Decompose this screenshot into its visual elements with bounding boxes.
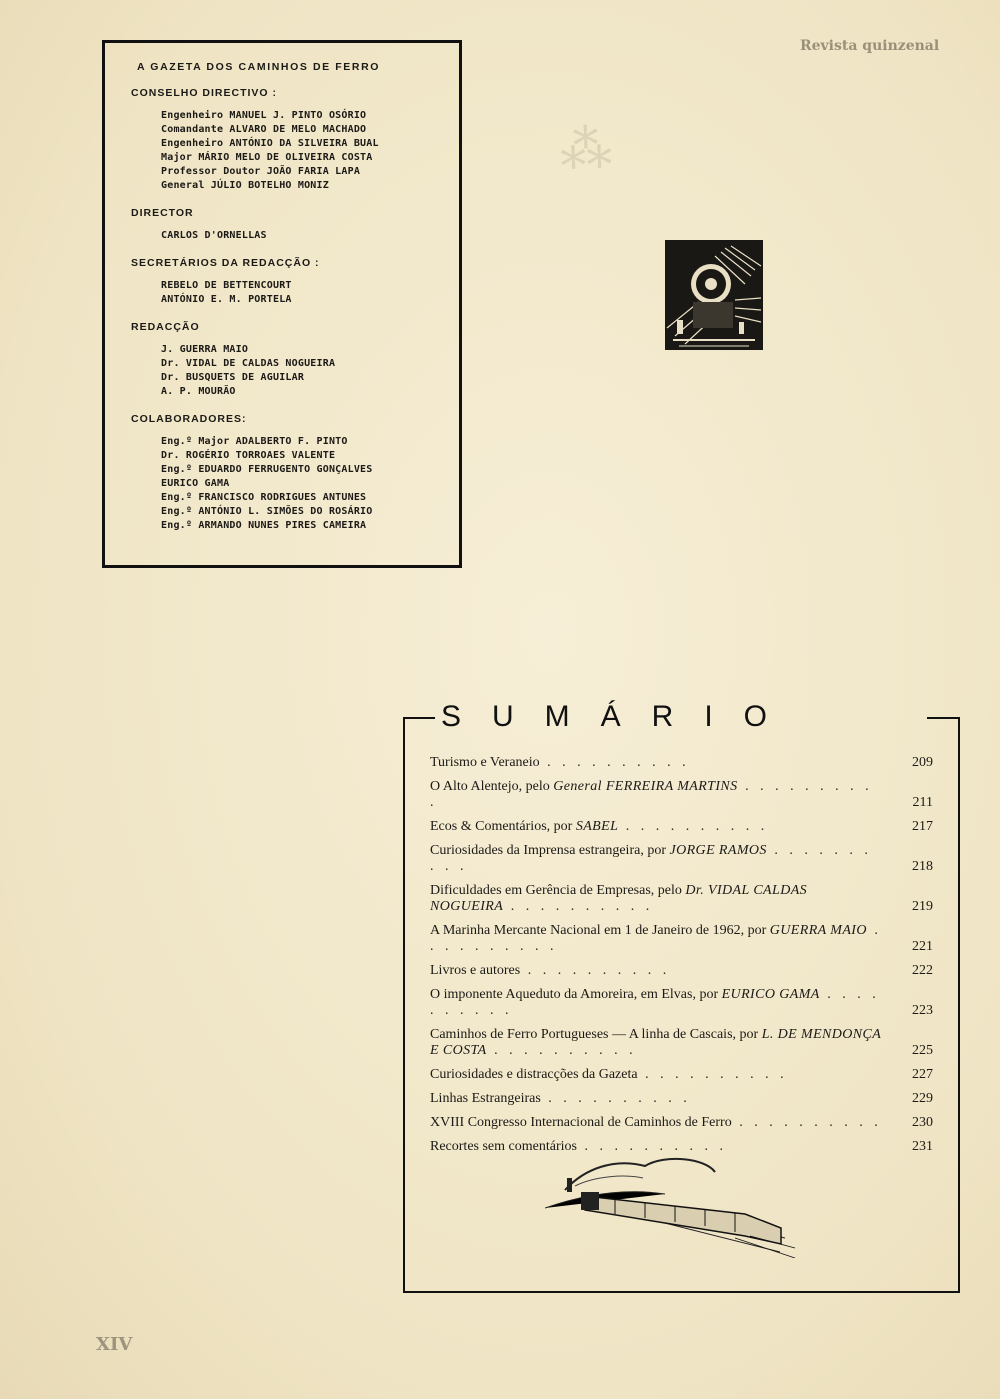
board-member-name: Engenheiro ANTÓNIO DA SILVEIRA BUAL [161, 138, 379, 149]
toc-page-number: 209 [912, 755, 933, 770]
toc-entry [430, 987, 933, 1019]
toc-leader-dots: . . . . . . . . . . [430, 779, 873, 810]
board-member-name: Eng.º ANTÓNIO L. SIMÕES DO ROSÁRIO [161, 506, 373, 517]
toc-page-number: 221 [912, 939, 933, 954]
toc-page-number: 231 [912, 1139, 933, 1154]
board-member-name: Professor Doutor JOÃO FARIA LAPA [161, 166, 361, 177]
toc-leader-dots: . . . . . . . . . . [731, 1115, 882, 1130]
toc-page-number: 223 [912, 1003, 933, 1018]
toc-entry-author: SABEL [575, 819, 619, 834]
masthead-right: Revista quinzenal [800, 38, 940, 54]
board-section-label: CONSELHO DIRECTIVO : [131, 87, 278, 99]
toc-leader-dots: . . . . . . . . . . [539, 755, 690, 770]
toc-entry-title [430, 1091, 933, 1107]
board-section-label: COLABORADORES: [131, 413, 247, 425]
board-member-name: Engenheiro MANUEL J. PINTO OSÓRIO [161, 110, 367, 121]
toc-leader-dots: . . . . . . . . . . [576, 1139, 727, 1154]
toc-entry-text: O imponente Aqueduto da Amoreira, em Elvas, por [430, 987, 722, 1002]
toc-entry [430, 1115, 933, 1131]
board-member-name: General JÚLIO BOTELHO MONIZ [161, 180, 329, 191]
toc-entry-text: Livros e autores [430, 963, 521, 978]
toc-entry [430, 1091, 933, 1107]
toc-leader-dots: . . . . . . . . . . [486, 1043, 637, 1058]
train-illustration-icon [545, 1148, 800, 1258]
toc-entry-text: Turismo e Veraneio [430, 755, 540, 770]
toc-entry-text: Linhas Estrangeiras [430, 1091, 541, 1106]
toc-page-number: 219 [912, 899, 933, 914]
toc-page-number: 227 [912, 1067, 933, 1082]
toc-entry-text: Caminhos de Ferro Portugueses — A linha de Cascais, por [430, 1027, 762, 1042]
toc-page-number: 222 [912, 963, 933, 978]
locomotive-engraving-icon [665, 240, 763, 350]
board-section-names [161, 279, 449, 307]
publication-title: A GAZETA DOS CAMINHOS DE FERRO [137, 61, 381, 73]
board-member-name: J. GUERRA MAIO [161, 344, 249, 355]
toc-entry-title [430, 1027, 933, 1059]
toc-entry-author: GUERRA MAIO [769, 923, 867, 938]
toc-entry-text: Curiosidades e distracções da Gazeta [430, 1067, 638, 1082]
board-member-name: Eng.º EDUARDO FERRUGENTO GONÇALVES [161, 464, 373, 475]
toc-entry [430, 819, 933, 835]
board-section-names [161, 343, 449, 399]
toc-entry-text: Curiosidades da Imprensa estrangeira, por [430, 843, 670, 858]
toc-entry [430, 963, 933, 979]
board-member-name: ANTÓNIO E. M. PORTELA [161, 294, 292, 305]
toc-entry-text: Ecos & Comentários, por [430, 819, 576, 834]
board-member-name: Dr. VIDAL DE CALDAS NOGUEIRA [161, 358, 336, 369]
toc-entry [430, 843, 933, 875]
board-member-name: Dr. BUSQUETS DE AGUILAR [161, 372, 305, 383]
board-section-label: DIRECTOR [131, 207, 194, 219]
board-member-name: A. P. MOURÃO [161, 386, 236, 397]
toc-leader-dots: . . . . . . . . . . [430, 987, 880, 1018]
toc-page-number: 218 [912, 859, 933, 874]
board-member-name: Eng.º Major ADALBERTO F. PINTO [161, 436, 348, 447]
toc-entry-author: General FERREIRA MARTINS [553, 779, 738, 794]
board-section-label: REDACÇÃO [131, 321, 200, 333]
toc-entry [430, 755, 933, 771]
toc-leader-dots: . . . . . . . . . . [430, 843, 872, 874]
board-member-name: Comandante ALVARO DE MELO MACHADO [161, 124, 367, 135]
toc-entry-text: O Alto Alentejo, pelo [430, 779, 554, 794]
toc-entry-text: Dificuldades em Gerência de Empresas, pelo [430, 883, 686, 898]
toc-leader-dots: . . . . . . . . . . [430, 923, 882, 954]
board-member-name: Eng.º FRANCISCO RODRIGUES ANTUNES [161, 492, 367, 503]
summary-heading: SUMÁRIO [441, 700, 799, 733]
toc-entry-title [430, 923, 933, 955]
toc-entry-author: L. DE MENDONÇA E COSTA [430, 1027, 881, 1058]
board-member-name: Major MÁRIO MELO DE OLIVEIRA COSTA [161, 152, 373, 163]
toc-leader-dots: . . . . . . . . . . [618, 819, 769, 834]
toc-leader-dots: . . . . . . . . . . [637, 1067, 788, 1082]
page-folio: XIV [96, 1334, 133, 1355]
toc-entry [430, 1027, 933, 1059]
toc-leader-dots: . . . . . . . . . . [520, 963, 671, 978]
board-section-names [161, 435, 449, 533]
show-through-decoration: ⁂ [558, 119, 614, 181]
toc-page-number: 229 [912, 1091, 933, 1106]
board-member-name: CARLOS D'ORNELLAS [161, 230, 267, 241]
toc-entry [430, 883, 933, 915]
toc-entry [430, 779, 933, 811]
toc-page-number: 225 [912, 1043, 933, 1058]
toc-page-number: 217 [912, 819, 933, 834]
toc-entry-text: Recortes sem comentários [430, 1139, 577, 1154]
toc-entry [430, 923, 933, 955]
toc-entry [430, 1067, 933, 1083]
toc-entry-author: JORGE RAMOS [669, 843, 767, 858]
toc-entry-author: Dr. VIDAL CALDAS NOGUEIRA [430, 883, 808, 914]
toc-entry-title [430, 1067, 933, 1083]
board-section-names [161, 109, 449, 193]
toc-entry-author: EURICO GAMA [721, 987, 820, 1002]
board-member-name: Dr. ROGÉRIO TORROAES VALENTE [161, 450, 336, 461]
toc-entry-title [430, 819, 933, 835]
board-section-label: SECRETÁRIOS DA REDACÇÃO : [131, 257, 320, 269]
toc-leader-dots: . . . . . . . . . . [503, 899, 654, 914]
toc-entry-title [430, 755, 933, 771]
toc-entry-title [430, 883, 933, 915]
toc-entry-title [430, 1115, 933, 1131]
toc-entry-title [430, 779, 933, 811]
board-member-name: EURICO GAMA [161, 478, 230, 489]
toc-entry-text: XVIII Congresso Internacional de Caminhos de Ferro [430, 1115, 732, 1130]
toc-page-number: 211 [912, 795, 933, 810]
toc-page-number: 230 [912, 1115, 933, 1130]
toc-entry-title [430, 843, 933, 875]
table-of-contents [430, 755, 933, 1163]
toc-entry-title [430, 987, 933, 1019]
toc-leader-dots: . . . . . . . . . . [540, 1091, 691, 1106]
toc-entry-title [430, 963, 933, 979]
board-member-name: REBELO DE BETTENCOURT [161, 280, 292, 291]
board-member-name: Eng.º ARMANDO NUNES PIRES CAMEIRA [161, 520, 367, 531]
editorial-board-box [102, 40, 462, 568]
toc-entry-text: A Marinha Mercante Nacional em 1 de Janeiro de 1962, por [430, 923, 770, 938]
board-section-names [161, 229, 449, 243]
